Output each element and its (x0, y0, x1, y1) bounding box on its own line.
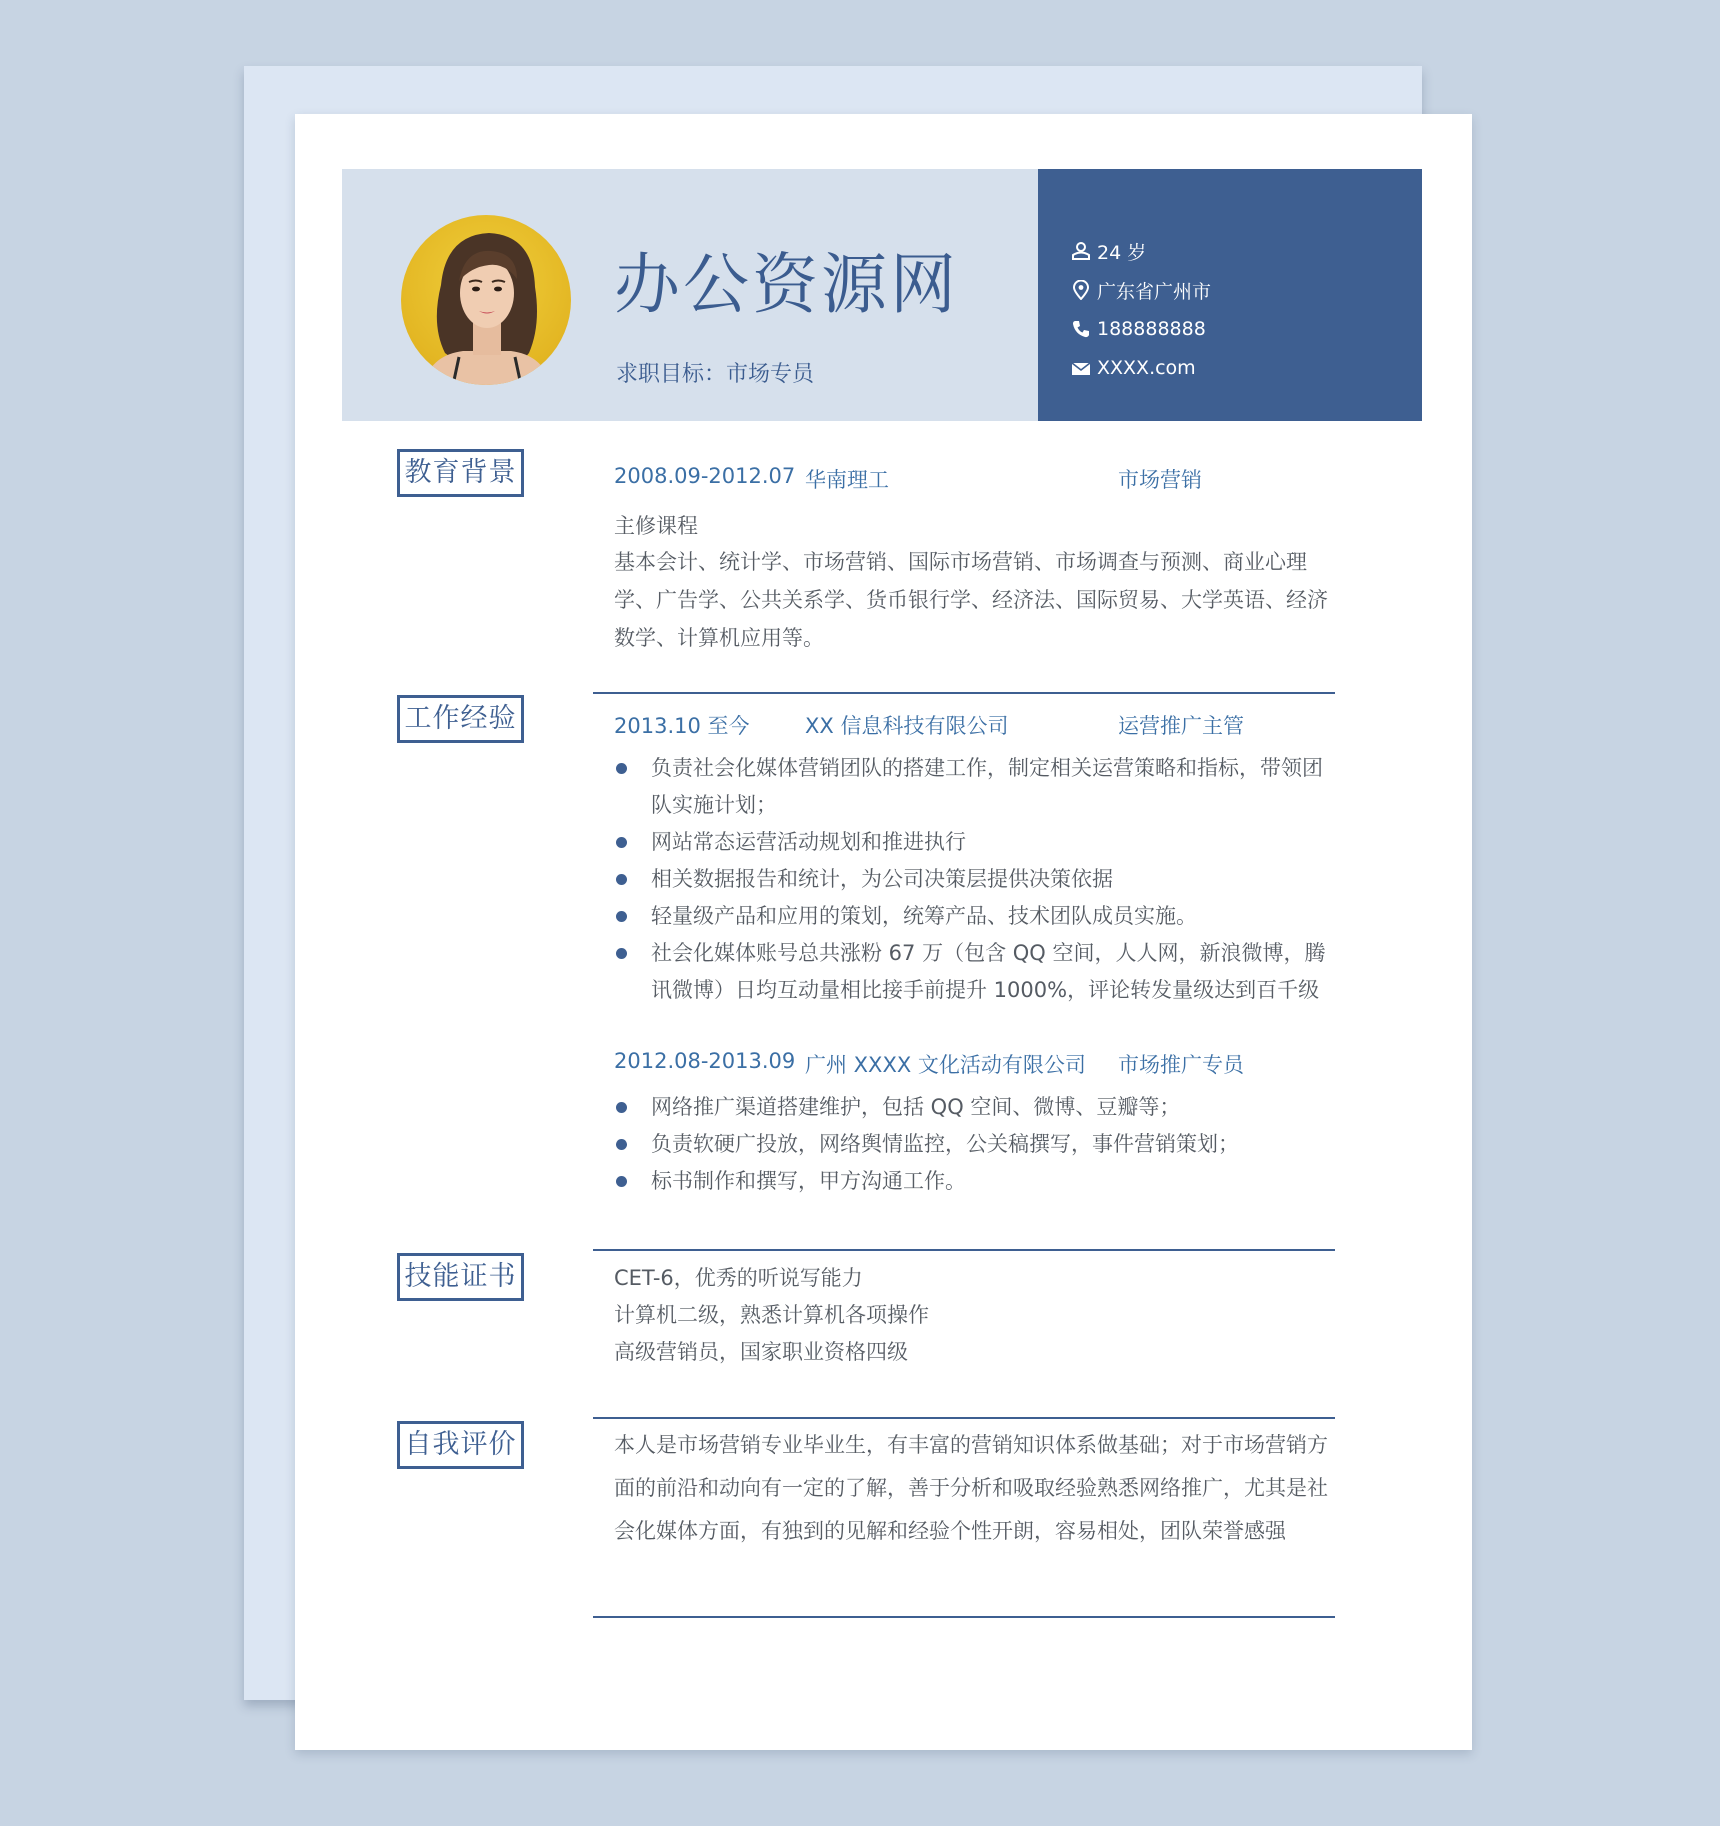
job-duties-list (614, 1089, 1336, 1200)
section-title-skills: 技能证书 (397, 1253, 524, 1301)
education-major: 市场营销 (1118, 468, 1202, 492)
bullet-icon (616, 763, 627, 774)
section-title-education: 教育背景 (397, 449, 524, 497)
education-school: 华南理工 (805, 468, 889, 492)
skill-item: 计算机二级，熟悉计算机各项操作 (614, 1303, 929, 1327)
divider (593, 1616, 1335, 1618)
bullet-icon (616, 948, 627, 959)
contact-age (1071, 236, 1146, 266)
age-text: 24 岁 (1097, 241, 1147, 264)
list-item: 相关数据报告和统计，为公司决策层提供决策依据 (614, 861, 1336, 898)
avatar-photo (401, 215, 571, 385)
list-item: 网站常态运营活动规划和推进执行 (614, 824, 1336, 861)
skill-item: 高级营销员，国家职业资格四级 (614, 1340, 908, 1364)
bullet-icon (616, 1139, 627, 1150)
email-text: XXXX.com (1097, 357, 1196, 379)
list-item: 标书制作和撰写，甲方沟通工作。 (614, 1163, 1336, 1200)
job-role: 运营推广主管 (1118, 714, 1244, 738)
mail-icon (1071, 358, 1091, 378)
section-title-work: 工作经验 (397, 695, 524, 743)
bullet-icon (616, 911, 627, 922)
job-role: 市场推广专员 (1118, 1053, 1244, 1077)
contact-phone (1071, 314, 1206, 344)
education-period: 2008.09-2012.07 (614, 464, 796, 488)
list-item: 负责社会化媒体营销团队的搭建工作，制定相关运营策略和指标，带领团队实施计划； (614, 750, 1336, 824)
job-company: XX 信息科技有限公司 (805, 714, 1009, 738)
list-item: 社会化媒体账号总共涨粉 67 万（包含 QQ 空间，人人网，新浪微博，腾讯微博）日均互动量相比接手前提升 1000%，评论转发量级达到百千级 (614, 935, 1336, 1009)
contact-location (1071, 275, 1211, 305)
person-icon (1071, 241, 1091, 261)
self-evaluation-text: 本人是市场营销专业毕业生，有丰富的营销知识体系做基础；对于市场营销方面的前沿和动向有一定的了解，善于分析和吸取经验熟悉网络推广，尤其是社会化媒体方面，有独到的见解和经验个性开朗，容易相处，团队荣誉感强 (614, 1433, 1328, 1543)
job-period: 2012.08-2013.09 (614, 1049, 796, 1073)
bullet-icon (616, 874, 627, 885)
job-objective: 求职目标：市场专员 (616, 362, 815, 387)
list-item: 轻量级产品和应用的策划，统筹产品、技术团队成员实施。 (614, 898, 1336, 935)
skill-item: CET-6，优秀的听说写能力 (614, 1266, 863, 1290)
location-pin-icon (1071, 280, 1091, 300)
divider (593, 1417, 1335, 1419)
bullet-icon (616, 1102, 627, 1113)
job-period: 2013.10 至今 (614, 714, 750, 738)
phone-text: 188888888 (1097, 318, 1206, 340)
section-title-self-evaluation: 自我评价 (397, 1421, 524, 1469)
candidate-name: 办公资源网 (614, 246, 959, 323)
bullet-icon (616, 837, 627, 848)
job-duties-list (614, 750, 1336, 1009)
location-text: 广东省广州市 (1097, 280, 1212, 303)
contact-email (1071, 353, 1196, 383)
phone-icon (1071, 319, 1091, 339)
courses-list: 基本会计、统计学、市场营销、国际市场营销、市场调查与预测、商业心理学、广告学、公共关系学、货币银行学、经济法、国际贸易、大学英语、经济数学、计算机应用等。 (614, 550, 1328, 650)
bullet-icon (616, 1176, 627, 1187)
job-company: 广州 XXXX 文化活动有限公司 (805, 1053, 1086, 1077)
divider (593, 692, 1335, 694)
list-item: 网络推广渠道搭建维护，包括 QQ 空间、微博、豆瓣等； (614, 1089, 1336, 1126)
divider (593, 1249, 1335, 1251)
list-item: 负责软硬广投放，网络舆情监控，公关稿撰写，事件营销策划； (614, 1126, 1336, 1163)
courses-label: 主修课程 (614, 514, 698, 538)
